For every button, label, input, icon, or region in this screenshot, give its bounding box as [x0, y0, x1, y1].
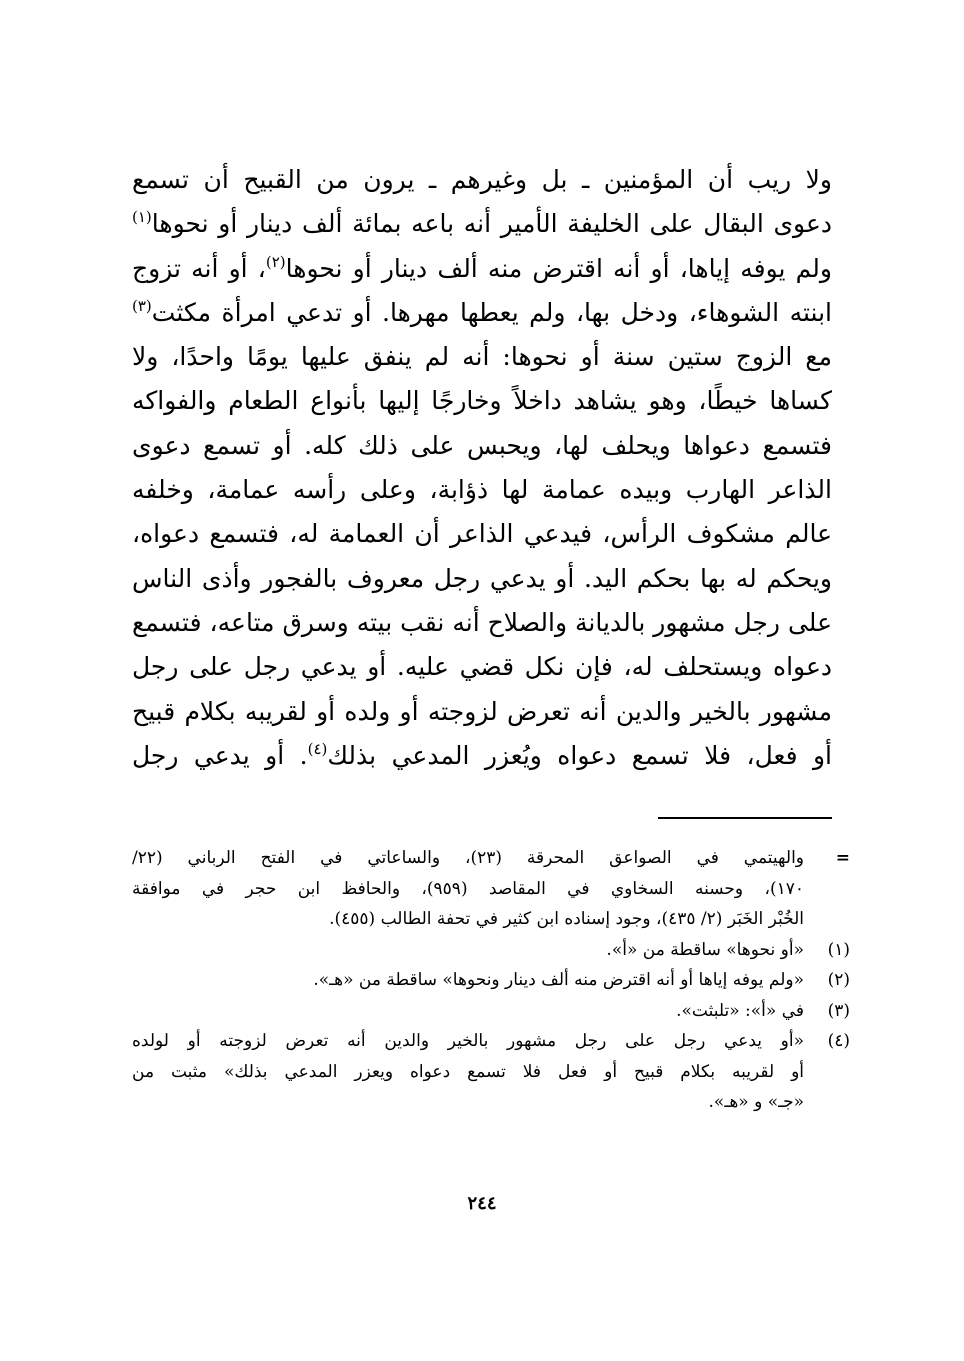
body-line: ويحكم له بها بحكم اليد. أو يدعي رجل معروف بالفجور وأذى الناس	[132, 563, 832, 593]
footnote-line: الخُبْر الخَبَر (٢/ ٤٣٥)، وجود إسناده ابن كثير في تحفة الطالب (٤٥٥).	[329, 909, 804, 929]
footnote-continuation	[132, 843, 850, 935]
footnote-number: (٢)	[827, 970, 850, 990]
footnote-line: أو لقريبه بكلام قبيح أو فعل فلا تسمع دعواه ويعزر المدعي بذلك» مثبت من	[132, 1061, 804, 1082]
body-line: دعوى البقال على الخليفة الأمير أنه باعه بمائة ألف دينار أو نحوها$^{(١)}$	[132, 208, 832, 239]
body-line: عالم مشكوف الرأس، فيدعي الذاعر أن العمامة له، فتسمع دعواه،	[132, 519, 832, 549]
footnote-line: «جـ» و «هـ».	[708, 1092, 804, 1112]
footnotes-section	[132, 843, 850, 1118]
footnote-line: «أو يدعي رجل على رجل مشهور بالخير والدين أنه تعرض لزوجته أو لولده	[132, 1031, 804, 1051]
body-line: فتسمع دعواها ويحلف لها، ويحبس على ذلك كله. أو تسمع دعوى	[132, 430, 832, 460]
footnote-text	[132, 935, 804, 966]
main-body-text	[132, 158, 832, 778]
body-line: كساها خيطًا، وهو يشاهد داخلاً وخارجًا إليها بأنواع الطعام والفواكه	[132, 386, 832, 416]
body-line: مشهور بالخير والدين أنه تعرض لزوجته أو ولده أو لقريبه بكلام قبيح	[132, 696, 832, 726]
page-number: ٢٤٤	[467, 1193, 497, 1214]
footnote-number: (٤)	[827, 1031, 850, 1051]
body-line: على رجل مشهور بالديانة والصلاح أنه نقب بيته وسرق متاعه، فتسمع	[132, 607, 832, 637]
footnote-2	[132, 965, 850, 996]
footnote-number: (١)	[827, 939, 850, 960]
footnote-line: «ولم يوفه إياها أو أنه اقترض منه ألف دينار ونحوها» ساقطة من «هـ».	[313, 970, 804, 990]
footnote-text	[132, 1026, 804, 1118]
footnote-text	[132, 996, 804, 1027]
continuation-marker: =	[835, 848, 850, 868]
footnote-1	[132, 935, 850, 966]
body-line: ولم يوفه إياها، أو أنه اقترض منه ألف دينار أو نحوها$^{(٢)}$، أو أنه تزوج	[132, 252, 833, 283]
footnote-3	[132, 996, 850, 1027]
footnote-number: (٣)	[827, 1000, 850, 1021]
footnote-ref-4[interactable]: (٤)	[307, 739, 328, 758]
footnote-text	[132, 843, 804, 935]
footnote-line: في «أ»: «تلبثت».	[676, 1000, 804, 1021]
body-line: ابنته الشوهاء، ودخل بها، ولم يعطها مهرها. أو تدعي امرأة مكثت$^{(٣)}$	[132, 296, 832, 327]
footnote-ref-1[interactable]: (١)	[132, 208, 152, 227]
footnote-line: «أو نحوها» ساقطة من «أ».	[606, 939, 804, 960]
body-line: ولا ريب أن المؤمنين ـ بل وغيرهم ـ يرون من القبيح أن تسمع	[132, 165, 832, 194]
footnote-ref-2[interactable]: (٢)	[265, 252, 286, 271]
body-line: مع الزوج ستين سنة أو نحوها: أنه لم ينفق عليها يومًا واحدًا، ولا	[132, 342, 832, 372]
footnote-4	[132, 1026, 850, 1118]
footnote-separator	[658, 817, 832, 819]
body-line: الذاعر الهارب وبيده عمامة لها ذؤابة، وعلى رأسه عمامة، وخلفه	[132, 475, 832, 505]
body-line: دعواه ويستحلف له، فإن نكل قضي عليه. أو يدعي رجل على رجل	[132, 652, 832, 682]
footnote-ref-3[interactable]: (٣)	[132, 296, 152, 315]
footnote-line: ١٧٠)، وحسنه السخاوي في المقاصد (٩٥٩)، والحافظ ابن حجر في موافقة	[132, 878, 804, 899]
body-line: أو فعل، فلا تسمع دعواه ويُعزر المدعي بذلك$^{(٤)}$. أو يدعي رجل	[132, 739, 832, 770]
footnote-text	[132, 965, 804, 996]
footnote-line: والهيتمي في الصواعق المحرقة (٢٣)، والساعاتي في الفتح الرباني (٢٢/	[132, 848, 805, 868]
